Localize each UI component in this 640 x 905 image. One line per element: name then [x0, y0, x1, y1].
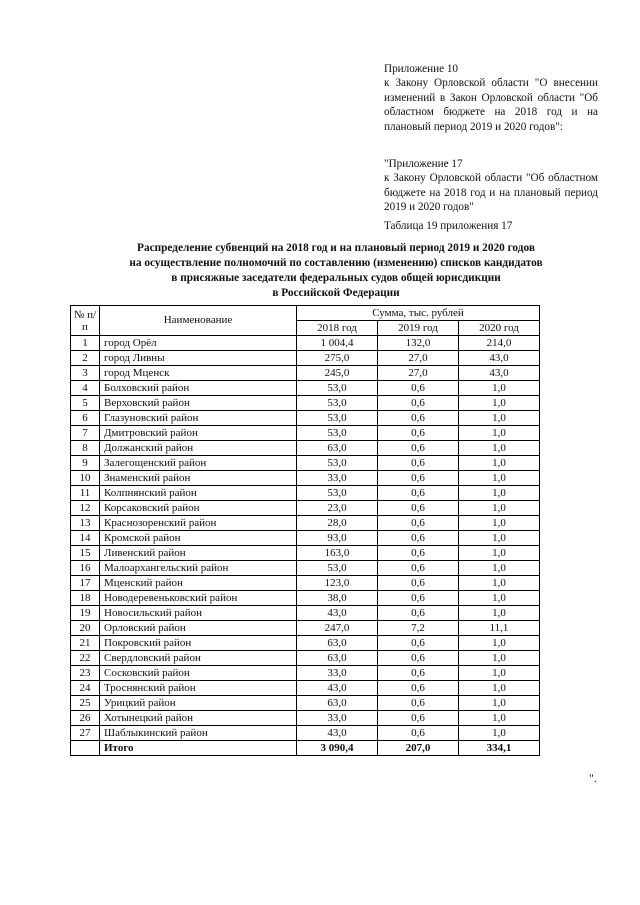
row-name-cell: город Мценск: [100, 366, 297, 381]
title-line: в присяжные заседатели федеральных судов общей юрисдикции: [171, 272, 501, 284]
row-number-cell: 4: [71, 381, 100, 396]
value-2020-cell: 1,0: [459, 501, 540, 516]
value-2018-cell: 63,0: [297, 441, 378, 456]
value-2018-cell: 63,0: [297, 696, 378, 711]
value-2019-cell: 0,6: [378, 576, 459, 591]
row-name-cell: Сосковский район: [100, 666, 297, 681]
value-2018-cell: 53,0: [297, 411, 378, 426]
row-name-cell: Должанский район: [100, 441, 297, 456]
value-2018-cell: 275,0: [297, 351, 378, 366]
value-2020-cell: 1,0: [459, 516, 540, 531]
value-2019-cell: 0,6: [378, 591, 459, 606]
table-row: [71, 336, 540, 351]
row-number-cell: 18: [71, 591, 100, 606]
row-name-cell: Новодеревеньковский район: [100, 591, 297, 606]
column-header-number: № п/п: [71, 306, 100, 336]
value-2019-cell: 0,6: [378, 531, 459, 546]
value-2020-cell: 1,0: [459, 411, 540, 426]
value-2018-cell: 63,0: [297, 636, 378, 651]
row-name-cell: Орловский район: [100, 621, 297, 636]
row-name-cell: Урицкий район: [100, 696, 297, 711]
value-2020-cell: 11,1: [459, 621, 540, 636]
appendix-17-text: к Закону Орловской области "Об областном бюджете на 2018 год и на плановый период 2019 и 2020 годов": [384, 172, 598, 214]
row-name-cell: Краснозоренский район: [100, 516, 297, 531]
column-header-2020: 2020 год: [459, 321, 540, 336]
value-2018-cell: 163,0: [297, 546, 378, 561]
table-row: [71, 486, 540, 501]
value-2018-cell: 53,0: [297, 381, 378, 396]
value-2018-cell: 53,0: [297, 486, 378, 501]
row-name-cell: Залегощенский район: [100, 456, 297, 471]
table-row: [71, 666, 540, 681]
value-2018-cell: 43,0: [297, 681, 378, 696]
appendix-17-title: "Приложение 17: [384, 158, 463, 170]
table-row: [71, 561, 540, 576]
column-header-name: Наименование: [100, 306, 297, 336]
value-2020-cell: 1,0: [459, 531, 540, 546]
table-row: [71, 606, 540, 621]
value-2018-cell: 43,0: [297, 726, 378, 741]
total-number-cell: [71, 741, 100, 756]
value-2020-cell: 1,0: [459, 471, 540, 486]
value-2020-cell: 1,0: [459, 441, 540, 456]
column-header-2019: 2019 год: [378, 321, 459, 336]
total-row: [71, 741, 540, 756]
row-name-cell: Троснянский район: [100, 681, 297, 696]
row-number-cell: 3: [71, 366, 100, 381]
row-number-cell: 14: [71, 531, 100, 546]
appendix-10-text: к Закону Орловской области "О внесении изменений в Закон Орловской области "Об областном бюджете на 2018 год и на плановый период 2019 и 2020 годов":: [384, 77, 598, 133]
row-number-cell: 11: [71, 486, 100, 501]
value-2020-cell: 1,0: [459, 606, 540, 621]
table-row: [71, 426, 540, 441]
subvention-table: [70, 305, 540, 756]
value-2019-cell: 0,6: [378, 396, 459, 411]
table-row: [71, 351, 540, 366]
table-row: [71, 366, 540, 381]
row-number-cell: 21: [71, 636, 100, 651]
value-2018-cell: 245,0: [297, 366, 378, 381]
value-2019-cell: 0,6: [378, 501, 459, 516]
row-number-cell: 7: [71, 426, 100, 441]
value-2018-cell: 28,0: [297, 516, 378, 531]
value-2019-cell: 0,6: [378, 411, 459, 426]
table-row: [71, 396, 540, 411]
value-2018-cell: 23,0: [297, 501, 378, 516]
row-name-cell: Дмитровский район: [100, 426, 297, 441]
row-number-cell: 27: [71, 726, 100, 741]
value-2018-cell: 33,0: [297, 471, 378, 486]
value-2019-cell: 0,6: [378, 426, 459, 441]
value-2019-cell: 27,0: [378, 351, 459, 366]
row-number-cell: 10: [71, 471, 100, 486]
value-2018-cell: 53,0: [297, 426, 378, 441]
value-2019-cell: 0,6: [378, 546, 459, 561]
total-2020-cell: 334,1: [459, 741, 540, 756]
row-name-cell: Новосильский район: [100, 606, 297, 621]
title-line: в Российской Федерации: [272, 287, 400, 299]
value-2020-cell: 1,0: [459, 591, 540, 606]
table-row: [71, 591, 540, 606]
value-2020-cell: 1,0: [459, 696, 540, 711]
row-name-cell: Верховский район: [100, 396, 297, 411]
value-2019-cell: 0,6: [378, 381, 459, 396]
value-2020-cell: 1,0: [459, 546, 540, 561]
value-2018-cell: 123,0: [297, 576, 378, 591]
row-number-cell: 1: [71, 336, 100, 351]
row-name-cell: Свердловский район: [100, 651, 297, 666]
value-2020-cell: 1,0: [459, 396, 540, 411]
value-2019-cell: 132,0: [378, 336, 459, 351]
appendix-10-header: [384, 62, 598, 134]
table-row: [71, 471, 540, 486]
row-name-cell: Знаменский район: [100, 471, 297, 486]
table-row: [71, 711, 540, 726]
title-line: на осуществление полномочий по составлению (изменению) списков кандидатов: [129, 257, 543, 269]
value-2018-cell: 63,0: [297, 651, 378, 666]
value-2019-cell: 0,6: [378, 606, 459, 621]
value-2020-cell: 43,0: [459, 351, 540, 366]
value-2020-cell: 1,0: [459, 636, 540, 651]
value-2019-cell: 0,6: [378, 471, 459, 486]
value-2019-cell: 27,0: [378, 366, 459, 381]
value-2018-cell: 53,0: [297, 456, 378, 471]
column-header-2018: 2018 год: [297, 321, 378, 336]
row-name-cell: Малоархангельский район: [100, 561, 297, 576]
row-name-cell: Шаблыкинский район: [100, 726, 297, 741]
value-2018-cell: 53,0: [297, 561, 378, 576]
value-2020-cell: 43,0: [459, 366, 540, 381]
row-name-cell: Покровский район: [100, 636, 297, 651]
total-label-cell: Итого: [100, 741, 297, 756]
table-caption: Таблица 19 приложения 17: [384, 220, 513, 232]
value-2018-cell: 93,0: [297, 531, 378, 546]
row-number-cell: 16: [71, 561, 100, 576]
value-2018-cell: 38,0: [297, 591, 378, 606]
table-row: [71, 411, 540, 426]
appendix-17-header: [384, 157, 598, 215]
value-2019-cell: 0,6: [378, 561, 459, 576]
row-name-cell: Кромской район: [100, 531, 297, 546]
value-2019-cell: 0,6: [378, 681, 459, 696]
row-number-cell: 13: [71, 516, 100, 531]
row-number-cell: 25: [71, 696, 100, 711]
value-2019-cell: 0,6: [378, 696, 459, 711]
value-2020-cell: 1,0: [459, 381, 540, 396]
row-number-cell: 8: [71, 441, 100, 456]
row-number-cell: 6: [71, 411, 100, 426]
row-number-cell: 2: [71, 351, 100, 366]
table-row: [71, 501, 540, 516]
value-2019-cell: 0,6: [378, 486, 459, 501]
row-number-cell: 23: [71, 666, 100, 681]
total-2019-cell: 207,0: [378, 741, 459, 756]
row-name-cell: Колпнянский район: [100, 486, 297, 501]
table-row: [71, 621, 540, 636]
value-2020-cell: 1,0: [459, 486, 540, 501]
table-row: [71, 726, 540, 741]
row-name-cell: Болховский район: [100, 381, 297, 396]
row-number-cell: 12: [71, 501, 100, 516]
table-body: [71, 336, 540, 756]
value-2018-cell: 33,0: [297, 666, 378, 681]
closing-quote-mark: ".: [589, 771, 597, 785]
value-2020-cell: 1,0: [459, 681, 540, 696]
table-row: [71, 381, 540, 396]
value-2018-cell: 247,0: [297, 621, 378, 636]
table-row: [71, 546, 540, 561]
value-2020-cell: 1,0: [459, 726, 540, 741]
total-2018-cell: 3 090,4: [297, 741, 378, 756]
row-number-cell: 9: [71, 456, 100, 471]
table-row: [71, 636, 540, 651]
value-2019-cell: 0,6: [378, 441, 459, 456]
value-2020-cell: 1,0: [459, 426, 540, 441]
table-row: [71, 516, 540, 531]
document-title: [60, 241, 612, 301]
value-2019-cell: 0,6: [378, 636, 459, 651]
row-number-cell: 22: [71, 651, 100, 666]
value-2018-cell: 33,0: [297, 711, 378, 726]
row-name-cell: город Орёл: [100, 336, 297, 351]
row-number-cell: 20: [71, 621, 100, 636]
row-name-cell: Ливенский район: [100, 546, 297, 561]
value-2020-cell: 1,0: [459, 651, 540, 666]
table-row: [71, 651, 540, 666]
value-2019-cell: 0,6: [378, 726, 459, 741]
title-line: Распределение субвенций на 2018 год и на плановый период 2019 и 2020 годов: [137, 242, 535, 254]
value-2020-cell: 1,0: [459, 456, 540, 471]
row-name-cell: Мценский район: [100, 576, 297, 591]
row-number-cell: 19: [71, 606, 100, 621]
value-2020-cell: 1,0: [459, 576, 540, 591]
row-number-cell: 24: [71, 681, 100, 696]
table-row: [71, 576, 540, 591]
table-row: [71, 441, 540, 456]
row-name-cell: Хотынецкий район: [100, 711, 297, 726]
value-2018-cell: 43,0: [297, 606, 378, 621]
value-2020-cell: 1,0: [459, 711, 540, 726]
row-number-cell: 26: [71, 711, 100, 726]
value-2019-cell: 0,6: [378, 651, 459, 666]
row-name-cell: город Ливны: [100, 351, 297, 366]
value-2019-cell: 0,6: [378, 666, 459, 681]
row-number-cell: 5: [71, 396, 100, 411]
value-2020-cell: 1,0: [459, 666, 540, 681]
row-name-cell: Глазуновский район: [100, 411, 297, 426]
table-row: [71, 681, 540, 696]
table-row: [71, 531, 540, 546]
value-2019-cell: 0,6: [378, 456, 459, 471]
value-2018-cell: 53,0: [297, 396, 378, 411]
table-row: [71, 696, 540, 711]
value-2020-cell: 214,0: [459, 336, 540, 351]
value-2018-cell: 1 004,4: [297, 336, 378, 351]
table-row: [71, 456, 540, 471]
value-2020-cell: 1,0: [459, 561, 540, 576]
value-2019-cell: 0,6: [378, 711, 459, 726]
appendix-10-title: Приложение 10: [384, 63, 459, 75]
row-number-cell: 17: [71, 576, 100, 591]
value-2019-cell: 0,6: [378, 516, 459, 531]
row-number-cell: 15: [71, 546, 100, 561]
row-name-cell: Корсаковский район: [100, 501, 297, 516]
column-header-sum: Сумма, тыс. рублей: [297, 306, 540, 321]
value-2019-cell: 7,2: [378, 621, 459, 636]
